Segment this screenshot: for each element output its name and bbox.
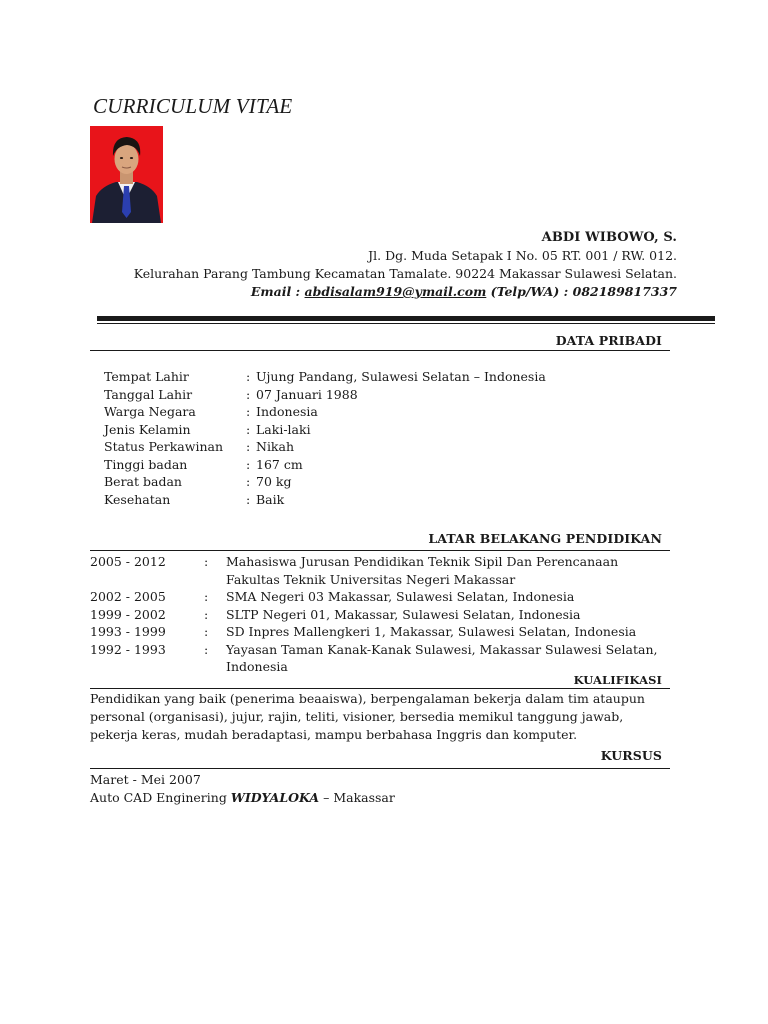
qualification-text: Pendidikan yang baik (penerima beaaiswa), berpengalaman bekerja dalam tim ataupun personal (organisasi), jujur, rajin, teliti, visioner, bersedia memikul tanggung jawab, pekerja keras, mudah beradaptasi, mampu berbahasa Inggris dan komputer.	[90, 691, 645, 742]
section-rule-personal	[90, 350, 670, 351]
section-rule-education	[90, 550, 670, 551]
document-title: CURRICULUM VITAE	[93, 94, 293, 118]
education-row	[90, 641, 670, 676]
field-label: Warga Negara	[104, 404, 196, 419]
colon: :	[204, 589, 209, 604]
education-desc: SLTP Negeri 01, Makassar, Sulawesi Selatan, Indonesia	[226, 606, 581, 622]
section-rule-course	[90, 768, 670, 769]
colon: :	[204, 554, 209, 569]
education-years: 1993 - 1999	[90, 624, 166, 639]
education-years: 2005 - 2012	[90, 554, 166, 569]
education-desc: Mahasiswa Jurusan Pendidikan Teknik Sipil Dan Perencanaan Fakultas Teknik Universitas Negeri Makassar	[226, 554, 619, 587]
header-divider-thin	[97, 323, 715, 324]
colon: :	[204, 624, 209, 639]
personal-data-list	[104, 368, 546, 508]
personal-row	[104, 421, 546, 439]
section-heading-course: KURSUS	[600, 748, 662, 763]
field-value: 70 kg	[256, 474, 292, 489]
field-value: Nikah	[256, 439, 295, 454]
education-row	[90, 606, 670, 624]
colon: :	[246, 421, 251, 437]
person-name: ABDI WIBOWO, S.	[541, 230, 677, 245]
personal-row	[104, 456, 546, 474]
header-divider	[97, 316, 715, 321]
field-label: Status Perkawinan	[104, 439, 224, 454]
education-years: 1999 - 2002	[90, 606, 166, 622]
colon: :	[204, 641, 209, 657]
personal-row	[104, 368, 546, 386]
colon: :	[246, 404, 251, 419]
field-label: Tempat Lahir	[104, 369, 189, 384]
course-institution: WIDYALOKA	[230, 790, 320, 805]
field-value: 07 Januari 1988	[256, 386, 358, 402]
education-desc: SMA Negeri 03 Makassar, Sulawesi Selatan, Indonesia	[226, 589, 575, 604]
field-label: Kesehatan	[104, 491, 171, 507]
field-value: Baik	[256, 491, 285, 507]
education-desc: Yayasan Taman Kanak-Kanak Sulawesi, Makassar Sulawesi Selatan, Indonesia	[226, 641, 658, 674]
phone-number: 082189817337	[572, 284, 677, 299]
section-heading-personal: DATA PRIBADI	[555, 333, 662, 348]
colon: :	[246, 474, 251, 489]
colon: :	[246, 456, 251, 472]
course-name: Auto CAD Enginering	[90, 790, 227, 805]
email-label: Email :	[250, 284, 301, 299]
contact-line	[134, 283, 677, 301]
colon: :	[246, 386, 251, 402]
colon: :	[204, 606, 209, 622]
education-row	[90, 588, 670, 606]
field-value: Ujung Pandang, Sulawesi Selatan – Indonesia	[256, 369, 546, 384]
field-value: Laki-laki	[256, 421, 311, 437]
contact-header	[134, 229, 677, 301]
address-line-1: Jl. Dg. Muda Setapak I No. 05 RT. 001 / RW. 012.	[368, 248, 677, 263]
section-heading-education: LATAR BELAKANG PENDIDIKAN	[428, 531, 662, 546]
address-line-2: Kelurahan Parang Tambung Kecamatan Tamalate. 90224 Makassar Sulawesi Selatan.	[133, 266, 677, 281]
education-row	[90, 553, 670, 588]
course-city: Makassar	[333, 790, 395, 805]
email-link[interactable]: abdisalam919@ymail.com	[304, 284, 487, 299]
field-label: Berat badan	[104, 474, 182, 489]
course-separator: –	[323, 790, 330, 805]
education-row	[90, 623, 670, 641]
education-list	[90, 553, 670, 676]
field-label: Tinggi badan	[104, 456, 188, 472]
profile-photo	[90, 126, 163, 223]
field-label: Jenis Kelamin	[104, 421, 191, 437]
education-years: 2002 - 2005	[90, 589, 166, 604]
colon: :	[246, 369, 251, 384]
field-label: Tanggal Lahir	[104, 386, 193, 402]
education-years: 1992 - 1993	[90, 641, 166, 657]
colon: :	[246, 439, 251, 454]
personal-row	[104, 491, 546, 509]
personal-row	[104, 473, 546, 491]
personal-row	[104, 438, 546, 456]
section-heading-qualification: KUALIFIKASI	[573, 673, 662, 687]
course-block	[90, 771, 395, 807]
field-value: Indonesia	[256, 404, 318, 419]
education-desc: SD Inpres Mallengkeri 1, Makassar, Sulawesi Selatan, Indonesia	[226, 624, 637, 639]
phone-label: (Telp/WA) :	[490, 284, 569, 299]
personal-row	[104, 386, 546, 404]
course-period: Maret - Mei 2007	[90, 772, 201, 787]
personal-row	[104, 403, 546, 421]
colon: :	[246, 491, 251, 507]
section-rule-qualification	[90, 688, 670, 689]
field-value: 167 cm	[256, 456, 303, 472]
course-line	[90, 789, 395, 807]
